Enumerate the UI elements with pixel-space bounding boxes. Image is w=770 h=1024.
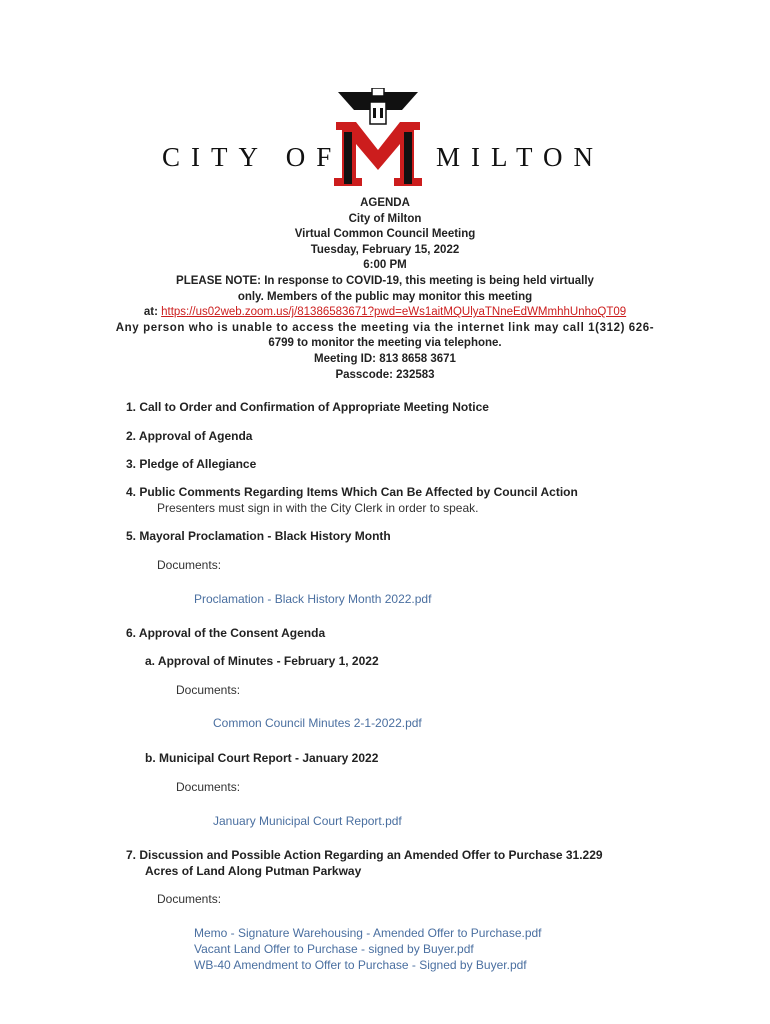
item-7-document-link-1[interactable]: Memo - Signature Warehousing - Amended Offer to Purchase.pdf [194, 926, 542, 940]
item-7-documents-label: Documents: [157, 892, 222, 906]
agenda-item-4: 4. Public Comments Regarding Items Which Can Be Affected by Council Action [126, 485, 578, 499]
agenda-item-2: 2. Approval of Agenda [126, 429, 253, 443]
agenda-item-6a: a. Approval of Minutes - February 1, 2022 [145, 654, 379, 668]
agenda-item-3: 3. Pledge of Allegiance [126, 457, 257, 471]
zoom-at-label: at: [143, 306, 162, 319]
passcode: Passcode: 232583 [335, 368, 435, 381]
agenda-item-4-note: Presenters must sign in with the City Clerk in order to speak. [157, 501, 479, 515]
item-7-document-link-3[interactable]: WB-40 Amendment to Offer to Purchase - Signed by Buyer.pdf [194, 958, 527, 972]
item-5-documents-label: Documents: [157, 558, 222, 572]
item-5-document-link[interactable]: Proclamation - Black History Month 2022.pdf [194, 592, 432, 606]
agenda-item-1: 1. Call to Order and Confirmation of Appropriate Meeting Notice [126, 400, 489, 414]
item-6a-document-link[interactable]: Common Council Minutes 2-1-2022.pdf [213, 716, 422, 730]
phone-note-line2: 6799 to monitor the meeting via telephone. [268, 337, 502, 350]
logo-text-city-of: CITY OF [162, 142, 343, 172]
header-date: Tuesday, February 15, 2022 [310, 243, 460, 256]
agenda-item-5: 5. Mayoral Proclamation - Black History Month [126, 529, 391, 543]
zoom-link-line [0, 305, 770, 321]
agenda-item-6: 6. Approval of the Consent Agenda [126, 626, 326, 640]
header-meeting-name: Virtual Common Council Meeting [294, 228, 476, 241]
meeting-id: Meeting ID: 813 8658 3671 [314, 352, 456, 365]
agenda-item-6b: b. Municipal Court Report - January 2022 [145, 751, 379, 765]
zoom-meeting-link[interactable]: https://us02web.zoom.us/j/81386583671?pwd=eWs1aitMQUlyaTNneEdWMmhhUnhoQT09 [161, 306, 627, 319]
header-org: City of Milton [348, 212, 422, 225]
item-6b-document-link[interactable]: January Municipal Court Report.pdf [213, 814, 402, 828]
city-logo [0, 88, 770, 198]
covid-note-line1: PLEASE NOTE: In response to COVID-19, this meeting is being held virtually [176, 274, 594, 287]
covid-note-line2: only. Members of the public may monitor this meeting [237, 290, 533, 303]
agenda-item-7-line1: 7. Discussion and Possible Action Regarding an Amended Offer to Purchase 31.229 [126, 848, 603, 862]
item-7-document-link-2[interactable]: Vacant Land Offer to Purchase - signed by Buyer.pdf [194, 942, 474, 956]
item-6a-documents-label: Documents: [176, 683, 241, 697]
item-6b-documents-label: Documents: [176, 780, 241, 794]
phone-note-line1: Any person who is unable to access the meeting via the internet link may call 1(312) 626- [115, 321, 655, 334]
header-time: 6:00 PM [363, 259, 407, 272]
agenda-header [0, 196, 770, 383]
header-agenda-title: AGENDA [360, 197, 410, 209]
milton-m-emblem-icon [332, 88, 424, 188]
logo-text-milton: MILTON [436, 142, 605, 172]
agenda-item-7-line2: Acres of Land Along Putman Parkway [145, 864, 362, 878]
